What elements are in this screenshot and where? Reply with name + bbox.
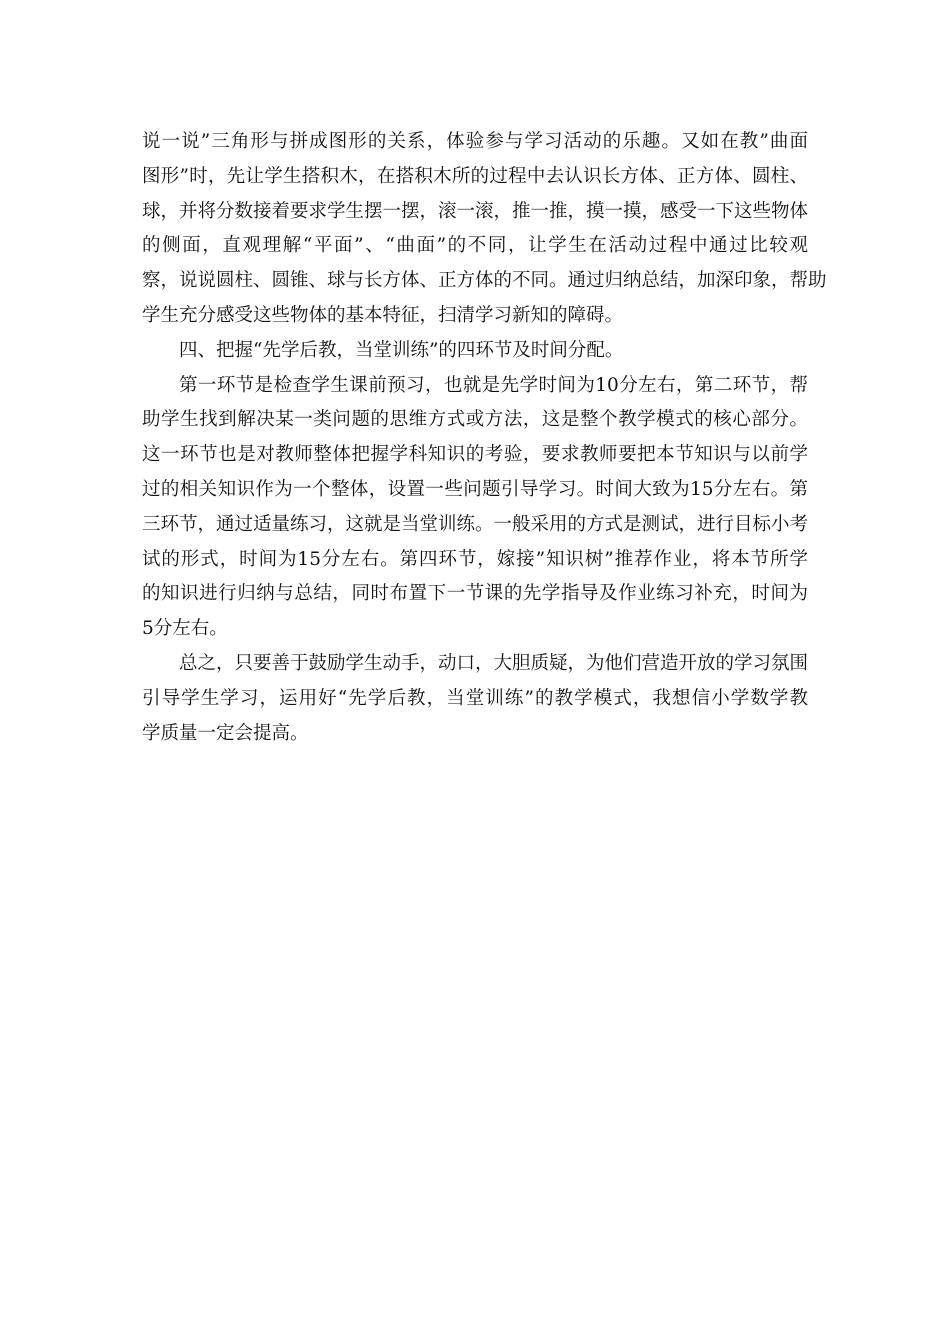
text-line: 的知识进行归纳与总结，同时布置下一节课的先学指导及作业练习补充，时间为 [142,583,808,605]
text-line: 三环节，通过适量练习，这就是当堂训练。一般采用的方式是测试，进行目标小考 [142,513,809,535]
text-line: 引导学生学习，运用好“先学后教，当堂训练”的教学模式，我想信小学数学教 [142,687,808,709]
text-line: 总之，只要善于鼓励学生动手，动口，大胆质疑，为他们营造开放的学习氛围 [179,652,809,674]
text-line: 学生充分感受这些物体的基本特征，扫清学习新知的障碍。 [142,304,624,326]
text-line: 助学生找到解决某一类问题的思维方式或方法，这是整个教学模式的核心部分。 [142,409,808,431]
text-line: 球，并将分数接着要求学生摆一摆，滚一滚，推一推，摸一摸，感受一下这些物体 [142,200,809,222]
text-line: 学质量一定会提高。 [142,722,309,744]
text-line: 这一环节也是对教师整体把握学科知识的考验，要求教师要把本节知识与以前学 [142,444,808,466]
text-line: 图形”时，先让学生搭积木，在搭积木所的过程中去认识长方体、正方体、圆柱、 [142,165,808,187]
text-line: 试的形式，时间为15分左右。第四环节，嫁接”知识树”推荐作业，将本节所学 [142,548,808,570]
text-line: 察，说说圆柱、圆锥、球与长方体、正方体的不同。通过归纳总结，加深印象，帮助 [142,270,827,292]
text-line: 第一环节是检查学生课前预习，也就是先学时间为10分左右，第二环节，帮 [179,374,808,396]
section-heading: 四、把握“先学后教，当堂训练”的四环节及时间分配。 [179,339,624,361]
text-line: 5分左右。 [142,618,228,640]
text-line: 的侧面，直观理解“平面”、“曲面”的不同，让学生在活动过程中通过比较观 [142,235,808,257]
document-body [142,125,827,751]
text-line: 说一说”三角形与拼成图形的关系，体验参与学习活动的乐趣。又如在教”曲面 [142,131,808,152]
text-line: 过的相关知识作为一个整体，设置一些问题引导学习。时间大致为15分左右。第 [142,478,808,500]
